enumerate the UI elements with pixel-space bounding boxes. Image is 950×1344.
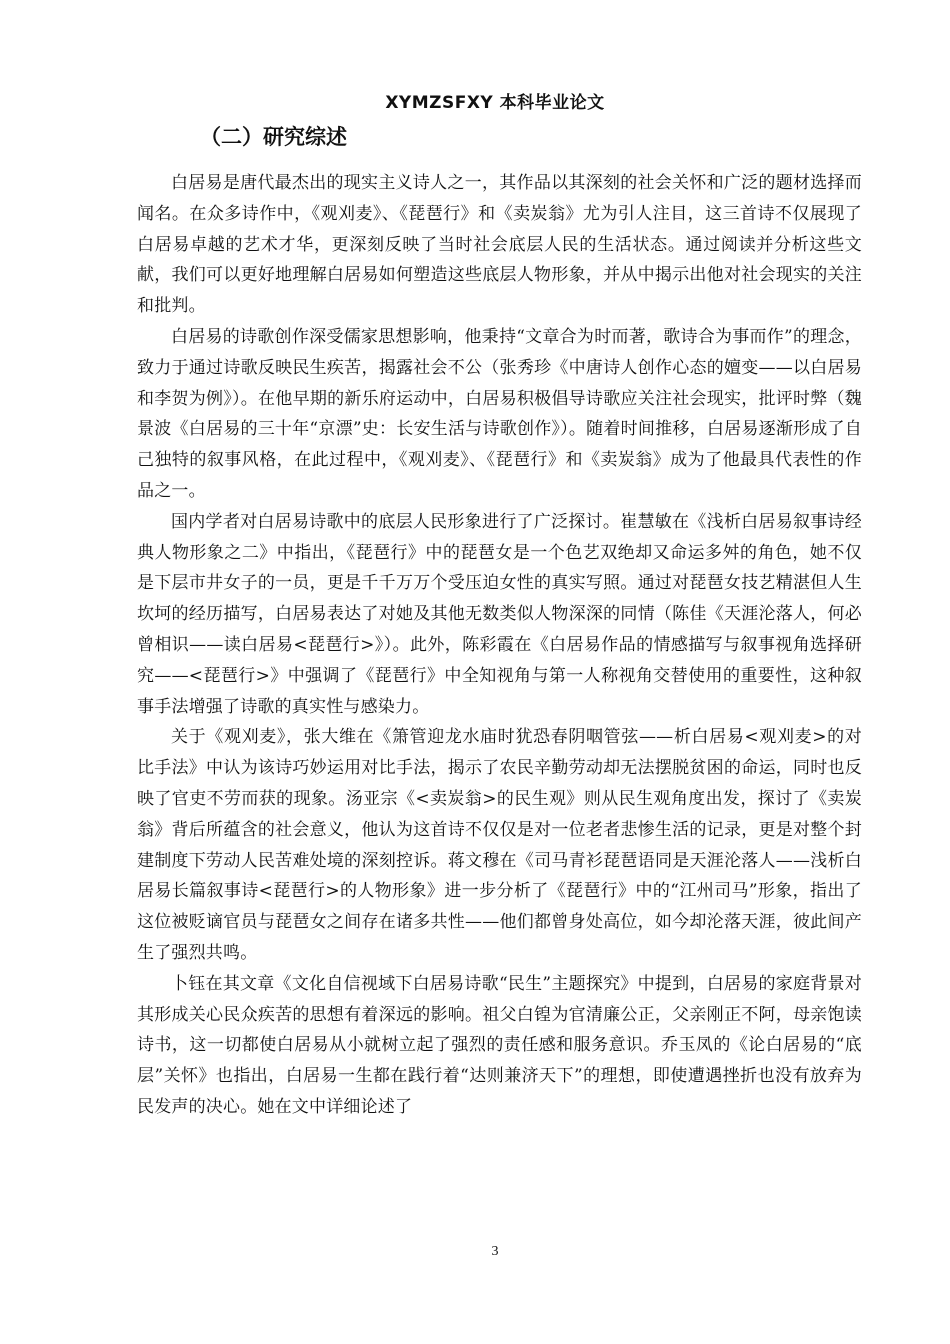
running-header: XYMZSFXY 本科毕业论文 <box>385 93 605 113</box>
body-text <box>137 168 862 1123</box>
paragraph-5: 卜钰在其文章《文化自信视域下白居易诗歌“民生”主题探究》中提到，白居易的家庭背景对其形成关心民众疾苦的思想有着深远的影响。祖父白锽为官清廉公正，父亲刚正不阿，母亲饱读诗书，这一切都使白居易从小就树立起了强烈的责任感和服务意识。乔玉凤的《论白居易的“底层”关怀》也指出，白居易一生都在践行着“达则兼济天下”的理想，即使遭遇挫折也没有放弃为民发声的决心。她在文中详细论述了 <box>137 973 862 1117</box>
paragraph-3: 国内学者对白居易诗歌中的底层人民形象进行了广泛探讨。崔慧敏在《浅析白居易叙事诗经典人物形象之二》中指出，《琵琶行》中的琵琶女是一个色艺双绝却又命运多舛的角色，她不仅是下层市井女子的一员，更是千千万万个受压迫女性的真实写照。通过对琵琶女技艺精湛但人生坎坷的经历描写，白居易表达了对她及其他无数类似人物深深的同情（陈佳《天涯沦落人，何必曾相识——读白居易<琵琶行>》）。此外，陈彩霞在《白居易作品的情感描写与叙事视角选择研究——<琵琶行>》中强调了《琵琶行》中全知视角与第一人称视角交替使用的重要性，这种叙事手法增强了诗歌的真实性与感染力。 <box>137 511 862 717</box>
paragraph-2: 白居易的诗歌创作深受儒家思想影响，他秉持“文章合为时而著，歌诗合为事而作”的理念，致力于通过诗歌反映民生疾苦，揭露社会不公（张秀珍《中唐诗人创作心态的嬗变——以白居易和李贺为例》）。在他早期的新乐府运动中，白居易积极倡导诗歌应关注社会现实，批评时弊（魏景波《白居易的三十年“京漂”史：长安生活与诗歌创作》）。随着时间推移，白居易逐渐形成了自己独特的叙事风格，在此过程中，《观刈麦》、《琵琶行》和《卖炭翁》成为了他最具代表性的作品之一。 <box>137 326 862 501</box>
section-heading: （二）研究综述 <box>200 125 347 149</box>
page-number: 3 <box>491 1244 499 1259</box>
paragraph-1: 白居易是唐代最杰出的现实主义诗人之一，其作品以其深刻的社会关怀和广泛的题材选择而闻名。在众多诗作中，《观刈麦》、《琵琶行》和《卖炭翁》尤为引人注目，这三首诗不仅展现了白居易卓越的艺术才华，更深刻反映了当时社会底层人民的生活状态。通过阅读并分析这些文献，我们可以更好地理解白居易如何塑造这些底层人物形象，并从中揭示出他对社会现实的关注和批判。 <box>137 173 862 317</box>
paragraph-4: 关于《观刈麦》，张大维在《箫管迎龙水庙时犹恐春阴咽管弦——析白居易<观刈麦>的对比手法》中认为该诗巧妙运用对比手法，揭示了农民辛勤劳动却无法摆脱贫困的命运，同时也反映了官吏不劳而获的现象。汤亚宗《<卖炭翁>的民生观》则从民生观角度出发，探讨了《卖炭翁》背后所蕴含的社会意义，他认为这首诗不仅仅是对一位老者悲惨生活的记录，更是对整个封建制度下劳动人民苦难处境的深刻控诉。蒋文穆在《司马青衫琵琶语同是天涯沦落人——浅析白居易长篇叙事诗<琵琶行>的人物形象》进一步分析了《琵琶行》中的“江州司马”形象，指出了这位被贬谪官员与琵琶女之间存在诸多共性——他们都曾身处高位，如今却沦落天涯，彼此间产生了强烈共鸣。 <box>137 727 862 963</box>
